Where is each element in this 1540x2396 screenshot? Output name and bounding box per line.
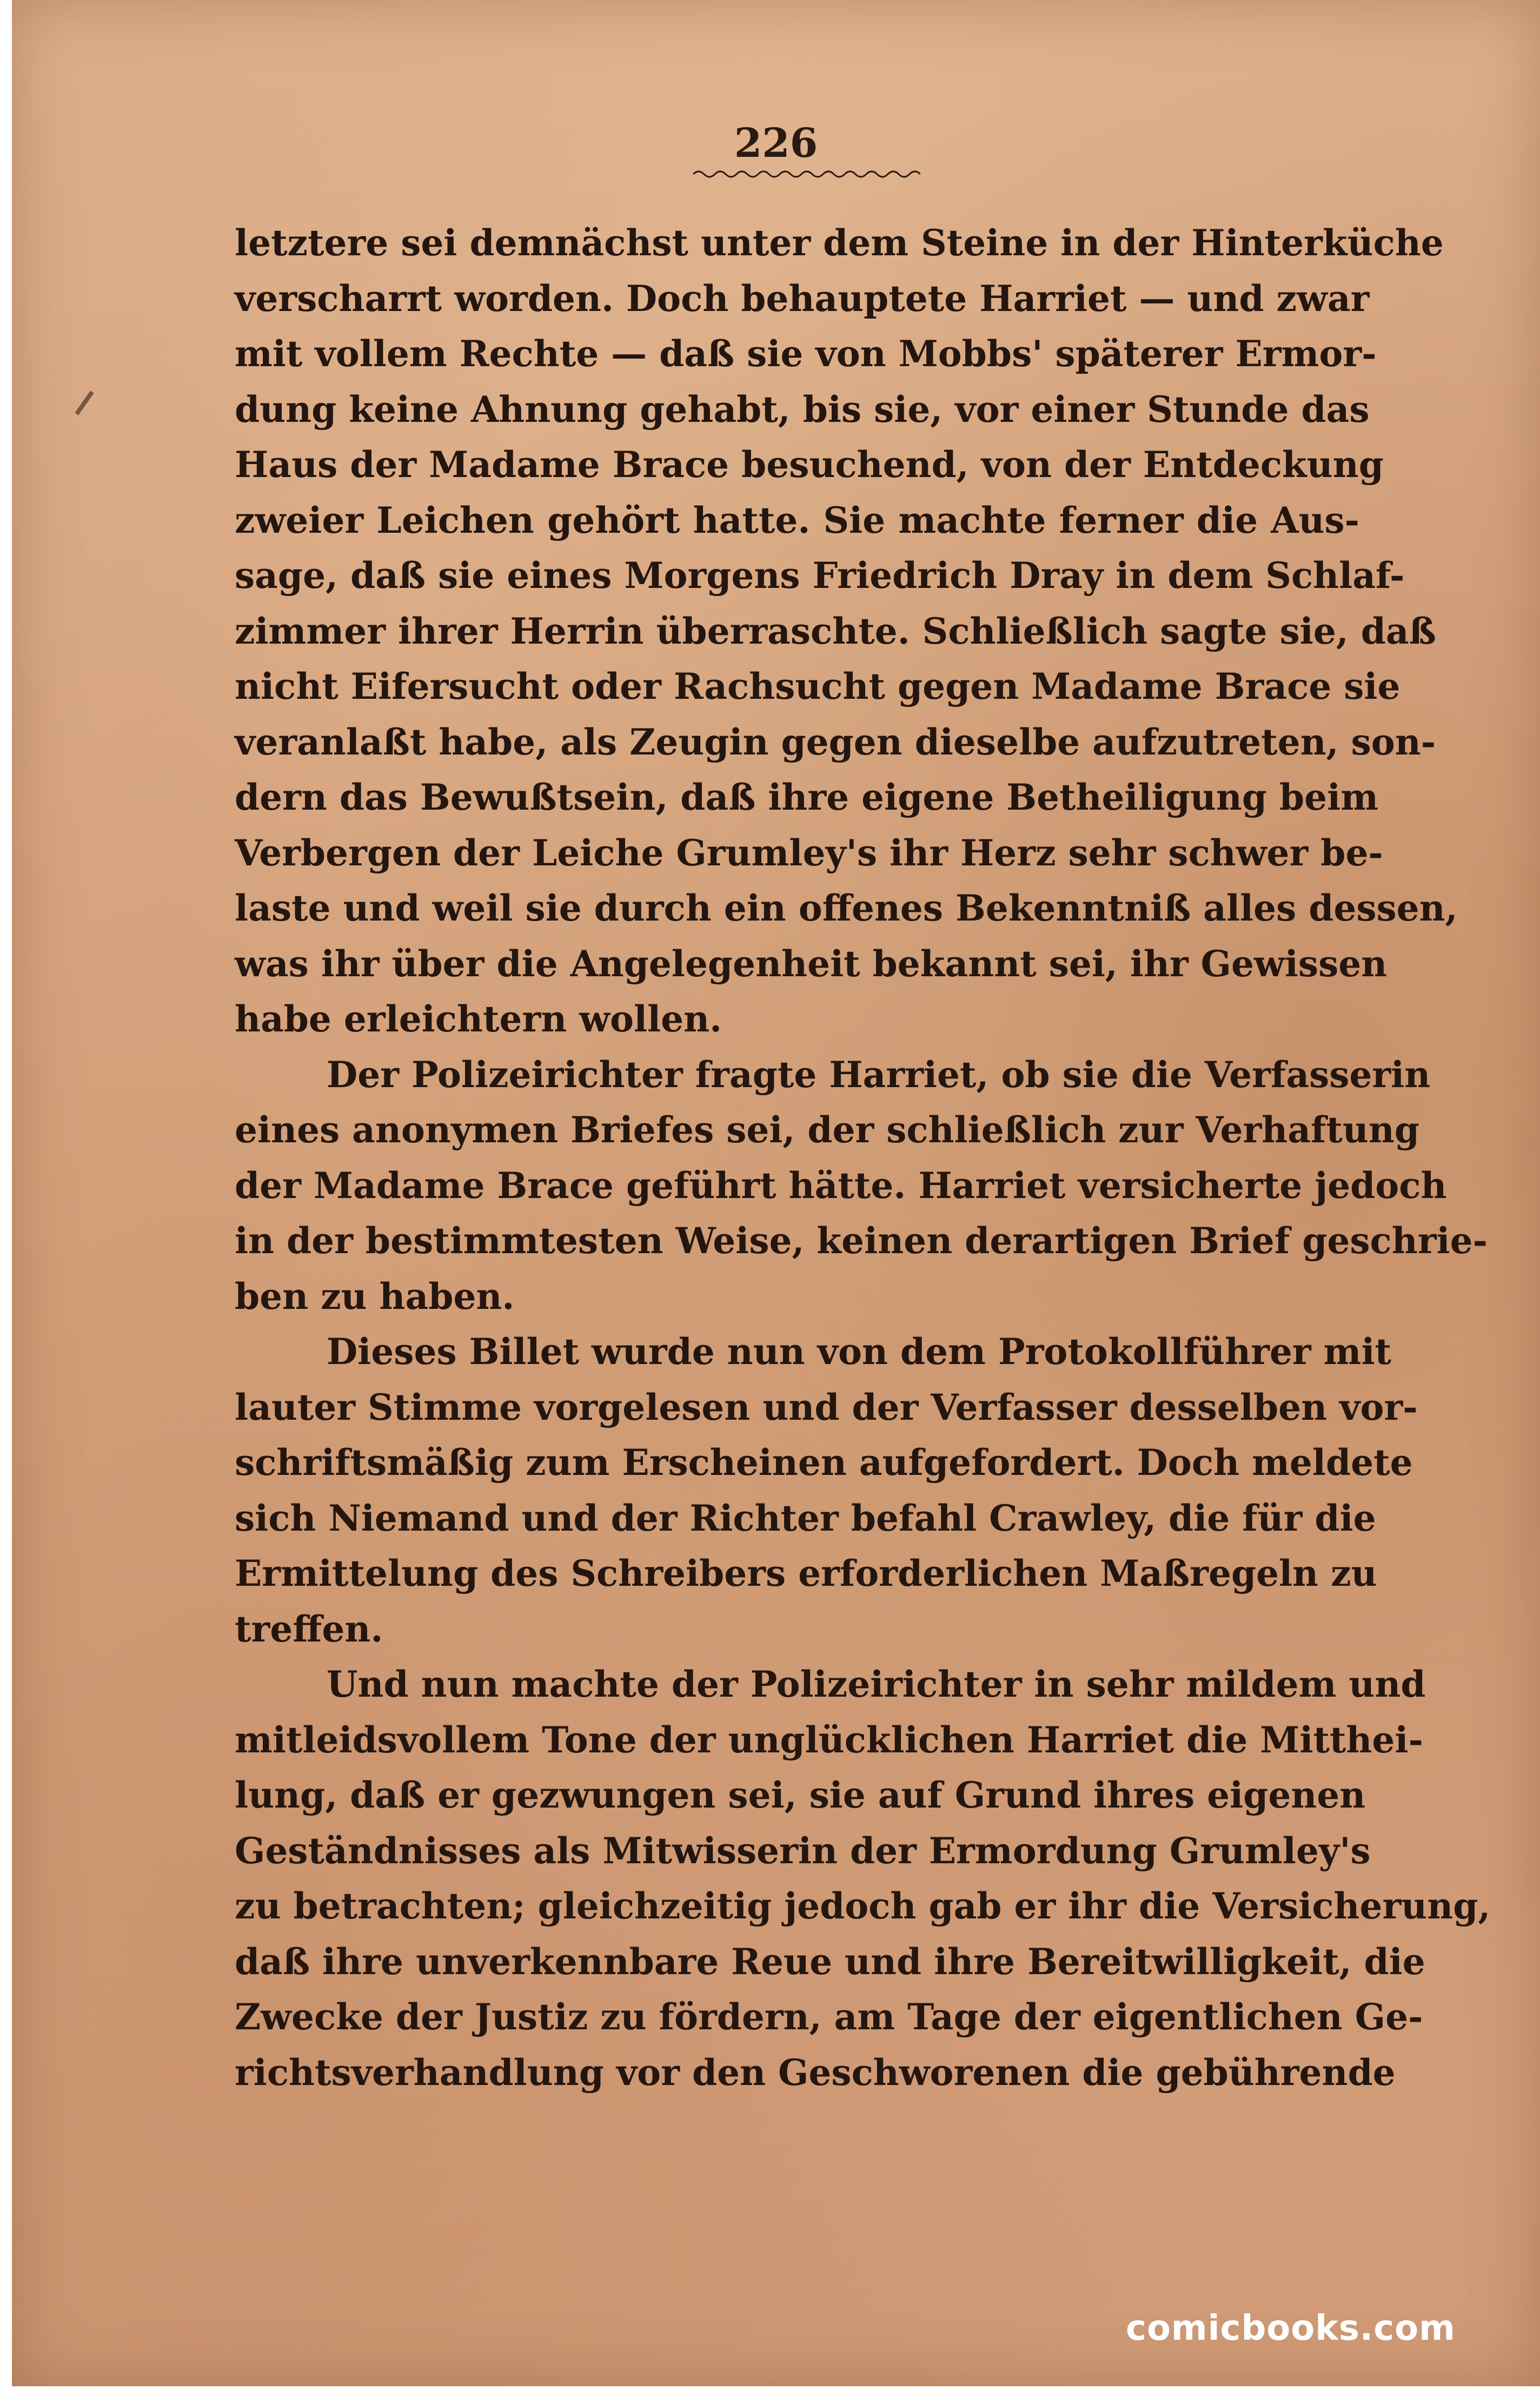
text-line: mitleidsvollem Tone der unglücklichen Harriet die Mitthei- [235,1718,1423,1761]
text-line: eines anonymen Briefes sei, der schließlich zur Verhaftung [235,1109,1420,1151]
text-line: dern das Bewußtsein, daß ihre eigene Betheiligung beim [235,776,1379,818]
page-number: 226 [734,120,818,167]
paragraph [235,1657,1491,2100]
book-page [12,0,1540,2386]
text-line: daß ihre unverkennbare Reue und ihre Bereitwilligkeit, die [235,1940,1425,1983]
text-line: Ermittelung des Schreibers erforderlichen Maßregeln zu [235,1552,1377,1594]
text-line: Geständnisses als Mitwisserin der Ermordung Grumley's [235,1829,1371,1872]
text-line: schriftsmäßig zum Erscheinen aufgefordert. Doch meldete [235,1441,1413,1484]
wavy-rule-ornament [693,169,920,180]
text-line: verscharrt worden. Doch behauptete Harriet — und zwar [235,277,1370,320]
text-line: sage, daß sie eines Morgens Friedrich Dray in dem Schlaf- [235,554,1405,597]
text-line: laste und weil sie durch ein offenes Bekenntniß alles dessen, [235,887,1458,929]
text-line: veranlaßt habe, als Zeugin gegen dieselbe aufzutreten, son- [235,720,1436,763]
text-line: zimmer ihrer Herrin überraschte. Schließlich sagte sie, daß [235,610,1436,652]
text-line: in der bestimmtesten Weise, keinen derartigen Brief geschrie- [235,1220,1488,1262]
paragraph [235,1324,1418,1657]
paragraph [235,215,1458,1047]
text-line: zweier Leichen gehört hatte. Sie machte ferner die Aus- [235,499,1359,541]
text-line: nicht Eifersucht oder Rachsucht gegen Madame Brace sie [235,665,1400,707]
paragraph [235,1047,1488,1325]
text-line: habe erleichtern wollen. [235,998,722,1040]
text-line: lung, daß er gezwungen sei, sie auf Grund ihres eigenen [235,1774,1366,1816]
text-line: Und nun machte der Polizeirichter in sehr mildem und [327,1663,1426,1705]
text-line: richtsverhandlung vor den Geschworenen die gebührende [235,2051,1396,2094]
text-line: was ihr über die Angelegenheit bekannt sei, ihr Gewissen [235,942,1388,985]
watermark: comicbooks.com [1126,2308,1456,2348]
text-line: dung keine Ahnung gehabt, bis sie, vor einer Stunde das [235,388,1370,431]
text-line: Zwecke der Justiz zu fördern, am Tage der eigentlichen Ge- [235,1996,1423,2038]
body-text [235,215,1491,2100]
text-line: Der Polizeirichter fragte Harriet, ob sie die Verfasserin [327,1053,1431,1096]
text-line: Dieses Billet wurde nun von dem Protokollführer mit [327,1331,1392,1373]
text-line: treffen. [235,1607,383,1650]
text-line: zu betrachten; gleichzeitig jedoch gab er ihr die Versicherung, [235,1885,1491,1927]
text-line: Haus der Madame Brace besuchend, von der Entdeckung [235,444,1384,486]
text-line: mit vollem Rechte — daß sie von Mobbs' späterer Ermor- [235,333,1377,375]
text-line: letztere sei demnächst unter dem Steine in der Hinterküche [235,222,1444,264]
text-line: lauter Stimme vorgelesen und der Verfasser desselben vor- [235,1386,1418,1428]
text-line: der Madame Brace geführt hätte. Harriet versicherte jedoch [235,1164,1447,1207]
page-blemish [75,390,94,415]
text-line: Verbergen der Leiche Grumley's ihr Herz sehr schwer be- [235,831,1383,874]
text-line: ben zu haben. [235,1275,515,1318]
text-line: sich Niemand und der Richter befahl Crawley, die für die [235,1497,1376,1539]
